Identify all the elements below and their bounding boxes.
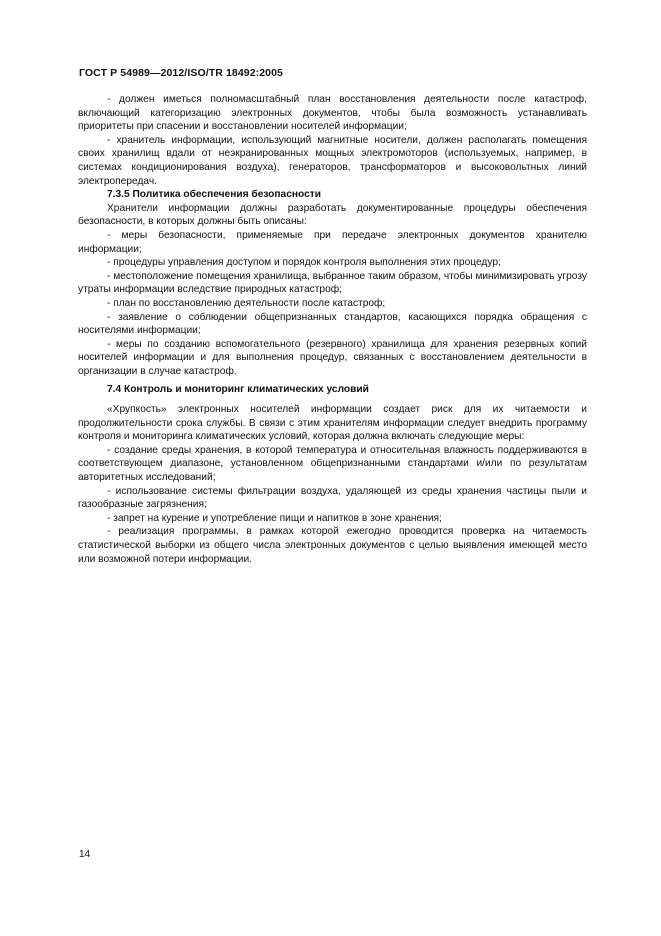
- list-item: - местоположение помещения хранилища, выбранное таким образом, чтобы минимизировать угрозу утраты информации вследствие природных катастроф;: [78, 270, 587, 296]
- list-item: - должен иметься полномасштабный план восстановления деятельности после катастроф, включающий категоризацию электронных документов, чтобы была возможность устанавливать приоритеты при спасении и восстановлении носителей информации;: [78, 94, 587, 133]
- list-item: - запрет на курение и употребление пищи и напитков в зоне хранения;: [107, 512, 442, 524]
- section-heading-7-3-5: 7.3.5 Политика обеспечения безопасности: [107, 189, 322, 201]
- paragraph: «Хрупкость» электронных носителей информации создает риск для их читаемости и продолжительности срока службы. В связи с этим хранителям информации следует внедрить программу контроля и мониторинга климатических условий, которая должна включать следующие меры:: [78, 404, 587, 443]
- list-item: - меры по созданию вспомогательного (резервного) хранилища для хранения резервных копий носителей информации и для выполнения процедур, связанных с восстановлением деятельности в организации в случае катастроф.: [78, 338, 587, 377]
- list-item: - меры безопасности, применяемые при передаче электронных документов хранителю информации;: [78, 229, 587, 255]
- list-item: - реализация программы, в рамках которой ежегодно проводится проверка на читаемость статистической выборки из общего числа электронных документов с целью выявления имеющей место или возможной потери информации.: [78, 526, 587, 565]
- list-item: - заявление о соблюдении общепризнанных стандартов, касающихся порядка обращения с носителями информации;: [78, 311, 587, 337]
- document-header: ГОСТ Р 54989—2012/ISO/TR 18492:2005: [79, 67, 283, 79]
- page-number: 14: [79, 849, 91, 860]
- list-item: - процедуры управления доступом и порядок контроля выполнения этих процедур;: [107, 257, 501, 269]
- list-item: - использование системы фильтрации воздуха, удаляющей из среды хранения частицы пыли и газообразные загрязнения;: [78, 485, 587, 511]
- paragraph: Хранители информации должны разработать документированные процедуры обеспечения безопасности, в которых должны быть описаны:: [78, 202, 587, 228]
- list-item: - план по восстановлению деятельности после катастроф;: [107, 297, 386, 309]
- document-body: [78, 93, 587, 566]
- section-heading-7-4: 7.4 Контроль и мониторинг климатических условий: [107, 384, 369, 396]
- list-item: - создание среды хранения, в которой температура и относительная влажность поддерживаются в соответствующем диапазоне, установленном общепризнанными стандартами и/или по результатам авторитетных исследований;: [78, 444, 587, 484]
- list-item: - хранитель информации, использующий магнитные носители, должен располагать помещения своих хранилищ вдали от неэкранированных мощных электромоторов (используемых, например, в системах кондиционирования воздуха), генераторов, трансформаторов и высоковольтных линий электропередач.: [78, 134, 587, 187]
